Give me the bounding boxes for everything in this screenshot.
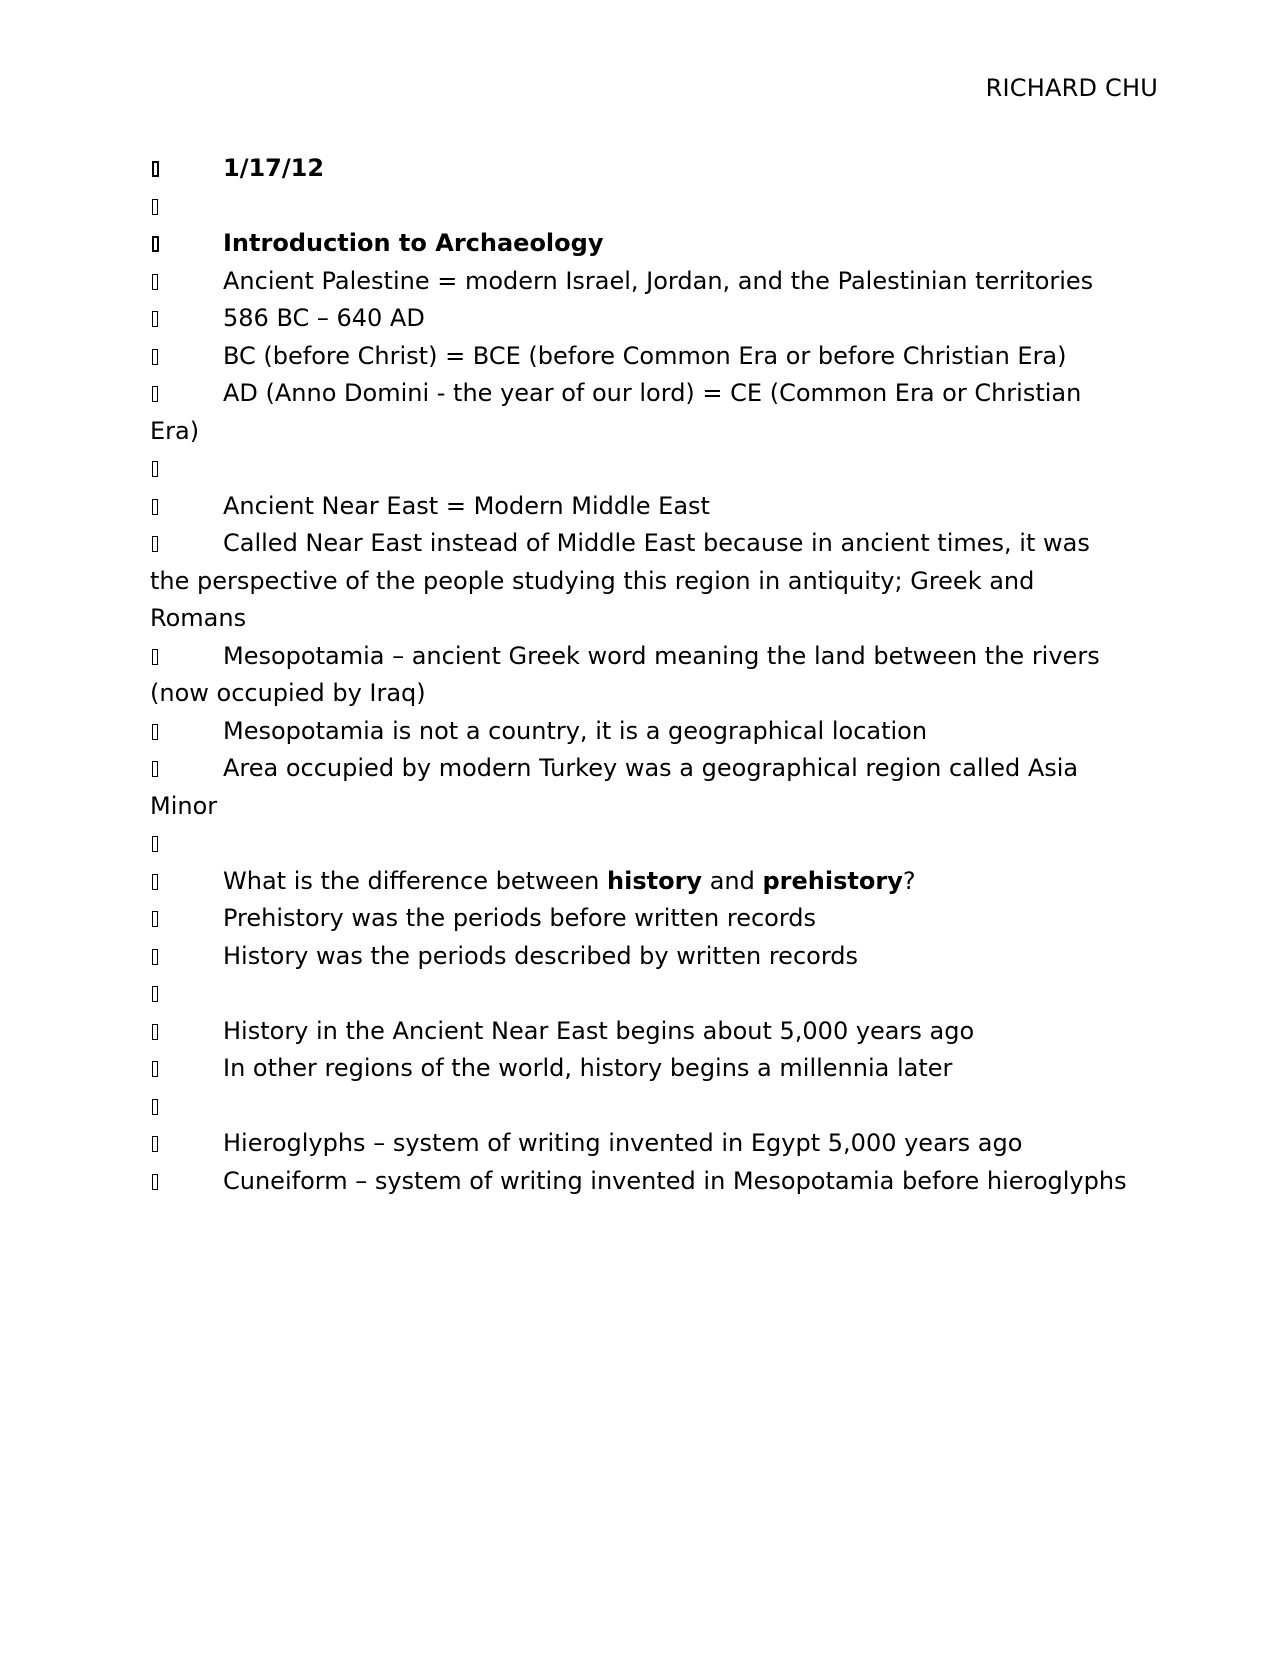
bullet-icon: [150, 938, 223, 976]
list-item: [150, 1013, 1130, 1051]
bullet-icon: [150, 1088, 223, 1126]
date-line: [150, 150, 1130, 188]
empty-line: [150, 1088, 1130, 1126]
list-item-text: Called Near East instead of Middle East because in ancient times, it was the perspective of the people studying this region in antiquity; Greek and Romans: [150, 529, 1090, 632]
list-item: [150, 1163, 1130, 1201]
list-item-text: Mesopotamia – ancient Greek word meaning the land between the rivers (now occupied by Iraq): [150, 641, 1100, 707]
list-item: [150, 713, 1130, 751]
date-text: 1/17/12: [223, 154, 325, 182]
author-name: RICHARD CHU: [985, 74, 1158, 102]
bullet-icon: [150, 713, 223, 751]
empty-line: [150, 975, 1130, 1013]
notes-body: [150, 150, 1130, 1200]
bullet-icon: [150, 150, 223, 188]
question-term-history: history: [607, 866, 703, 895]
list-item-text: Area occupied by modern Turkey was a geographical region called Asia Minor: [150, 754, 1079, 820]
bullet-icon: [150, 1013, 223, 1051]
empty-line: [150, 450, 1130, 488]
list-item-text: Cuneiform – system of writing invented in Mesopotamia before hieroglyphs: [223, 1166, 1127, 1195]
list-item: [150, 375, 1130, 450]
list-item: [150, 488, 1130, 526]
list-item: [150, 938, 1130, 976]
bullet-icon: [150, 975, 223, 1013]
list-item: [150, 263, 1130, 301]
bullet-icon: [150, 450, 223, 488]
bullet-icon: [150, 1050, 223, 1088]
list-item: [150, 300, 1130, 338]
list-item-text: Prehistory was the periods before written records: [223, 904, 817, 932]
bullet-icon: [150, 900, 223, 938]
bullet-icon: [150, 488, 223, 526]
bullet-icon: [150, 525, 223, 563]
list-item: [150, 1050, 1130, 1088]
question-suffix: ?: [902, 866, 916, 895]
bullet-icon: [150, 825, 223, 863]
list-item-text: AD (Anno Domini - the year of our lord) = CE (Common Era or Christian Era): [150, 379, 1082, 445]
bullet-icon: [150, 638, 223, 676]
title-text: Introduction to Archaeology: [223, 229, 604, 257]
question-prefix: What is the difference between: [223, 866, 608, 895]
bullet-icon: [150, 1163, 223, 1201]
title-line: [150, 225, 1130, 263]
list-item: [150, 638, 1130, 713]
empty-line: [150, 825, 1130, 863]
bullet-icon: [150, 375, 223, 413]
list-item-text: Ancient Near East = Modern Middle East: [223, 491, 710, 520]
list-item-text: History was the periods described by written records: [223, 941, 859, 970]
list-item-text: Ancient Palestine = modern Israel, Jordan, and the Palestinian territories: [223, 266, 1094, 295]
bullet-icon: [150, 750, 223, 788]
bullet-icon: [150, 300, 223, 338]
question-term-prehistory: prehistory: [762, 866, 903, 895]
bullet-icon: [150, 338, 223, 376]
list-item: [150, 525, 1130, 638]
list-item-text: Hieroglyphs – system of writing invented in Egypt 5,000 years ago: [223, 1129, 1023, 1157]
question-line: [150, 863, 1130, 901]
empty-line: [150, 188, 1130, 226]
list-item: [150, 900, 1130, 938]
bullet-icon: [150, 1125, 223, 1163]
bullet-icon: [150, 263, 223, 301]
list-item-text: 586 BC – 640 AD: [223, 304, 425, 332]
list-item: [150, 750, 1130, 825]
question-middle: and: [702, 866, 763, 895]
list-item: [150, 338, 1130, 376]
list-item-text: In other regions of the world, history begins a millennia later: [223, 1054, 953, 1082]
bullet-icon: [150, 863, 223, 901]
bullet-icon: [150, 225, 223, 263]
bullet-icon: [150, 188, 223, 226]
list-item-text: Mesopotamia is not a country, it is a geographical location: [223, 716, 928, 745]
list-item-text: BC (before Christ) = BCE (before Common Era or before Christian Era): [223, 341, 1067, 370]
list-item-text: History in the Ancient Near East begins about 5,000 years ago: [223, 1016, 975, 1045]
list-item: [150, 1125, 1130, 1163]
